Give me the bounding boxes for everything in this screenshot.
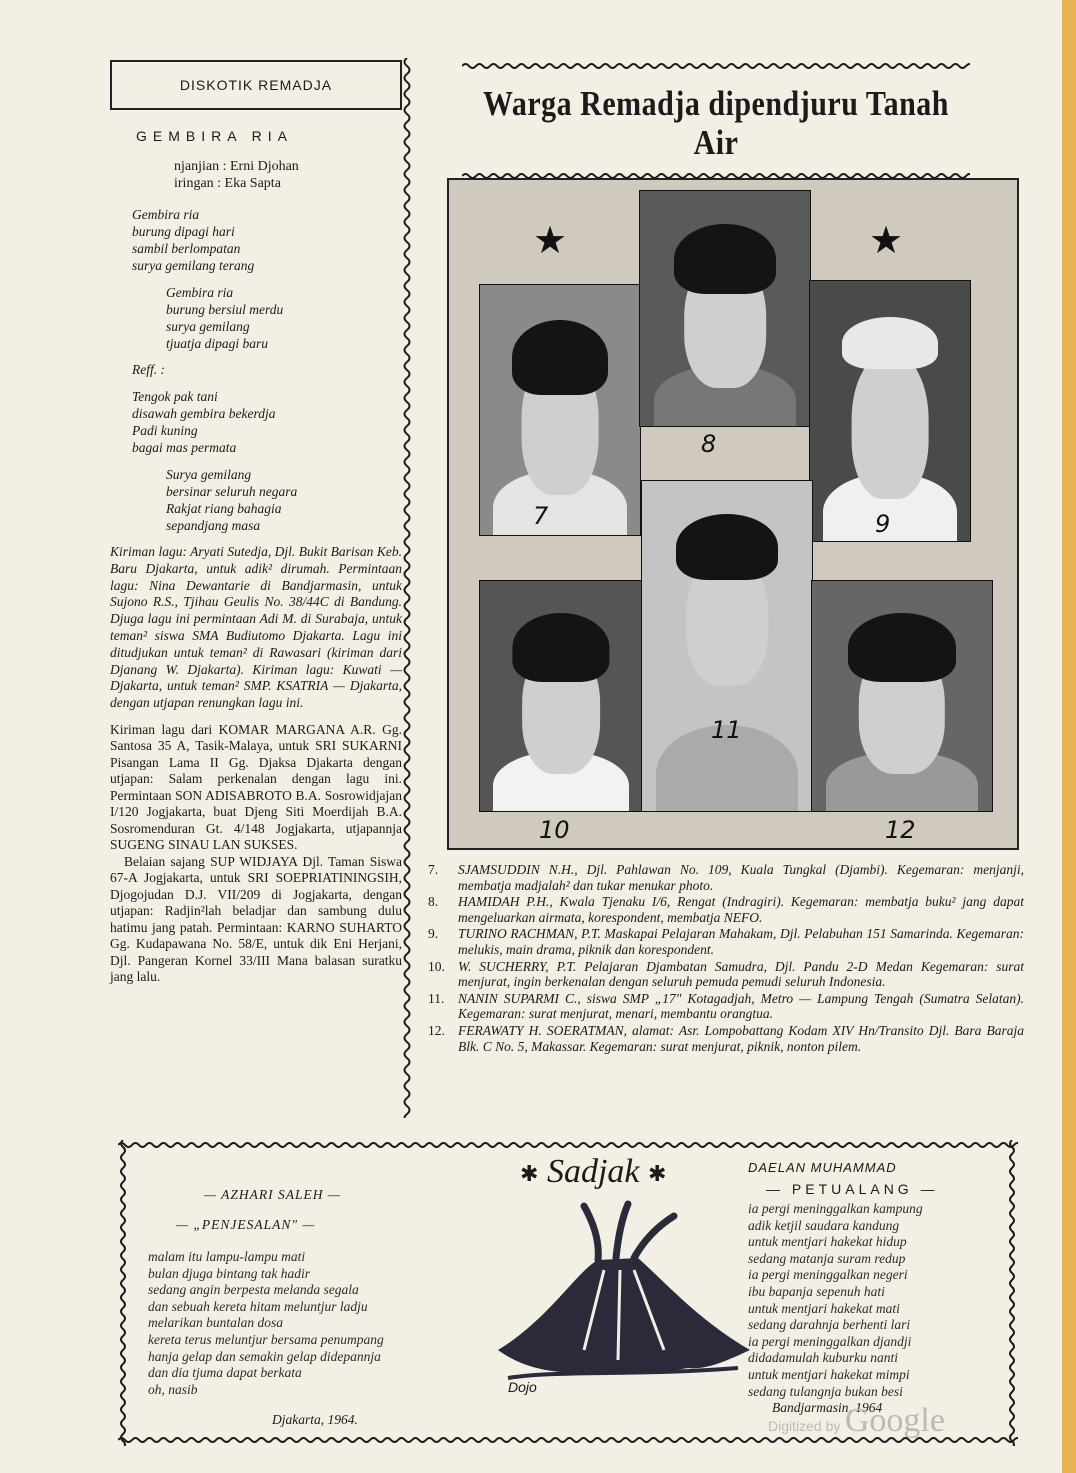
photo-number: 7 [533, 502, 549, 530]
entry-text: SJAMSUDDIN N.H., Djl. Pahlawan No. 109, Kuala Tungkal (Djambi). Kegemaran: menjanji, membatja madjalah² dan tukar menukar photo. [458, 862, 1024, 893]
entry-text: NANIN SUPARMI C., siswa SMP „17" Kotagadjah, Metro — Lampung Tengah (Sumatra Selatan). Kegemaran: surat menjurat, menari, membantu orangtua. [458, 990, 1024, 1022]
song-title: GEMBIRA RIA [136, 128, 294, 144]
page-edge [1062, 0, 1076, 1473]
lyric-line: sepandjang masa [166, 518, 261, 533]
portrait-photo-12 [811, 580, 993, 812]
poem-place-date: Bandjarmasin, 1964 [772, 1400, 883, 1416]
photo-number: 8 [701, 430, 717, 458]
poem-place-date: Djakarta, 1964. [272, 1412, 358, 1428]
entry-item [428, 862, 1024, 893]
song-requests-italic: Kiriman lagu: Aryati Sutedja, Djl. Bukit Barisan Keb. Baru Djakarta, untuk adik² dirumah. Permintaan lagu: Nina Dewantarie di Bandjarmasin, untuk Sujono R.S., Tjihau Geulis No. 38/44C di Bandung. Djuga lagu ini permintaan Adi M. di Surabaja, untuk teman² siswa SMA Budiutomo Djakarta. Lagu ini ditudjukan untuk teman² di Rawasari (kiriman dari Djanang W. Djakarta). Kiriman lagu: Kuwati — Djakarta, untuk teman² SMP. KSATRIA — Djakarta, dengan utjapan renungkan lagu ini. [110, 544, 402, 711]
portrait-photo-11 [641, 480, 813, 812]
portrait-photo-10 [479, 580, 643, 812]
entry-text: TURINO RACHMAN, P.T. Maskapai Pelajaran Mahakam, Djl. Pelabuhan 151 Samarinda. Kegemaran: melukis, main drama, piknik dan korespondent. [458, 926, 1024, 957]
sadjak-heading [520, 1153, 666, 1191]
poem-line: bulan djuga bintang tak hadir [148, 1265, 310, 1281]
photo-number: 12 [885, 816, 916, 844]
poem-line: hanja gelap dan semakin gelap didepannja [148, 1348, 381, 1364]
poem-line: untuk mentjari hakekat hidup [748, 1234, 907, 1250]
entry-text: W. SUCHERRY, P.T. Pelajaran Djambatan Samudra, Djl. Pandu 2-D Medan Kegemaran: surat menjurat, ingin berkenalan dengan seluruh pemuda pemudi seluruh Indonesia. [458, 958, 1024, 990]
photo-board [447, 178, 1019, 850]
belaian-paragraph: Belaian sajang SUP WIDJAYA Djl. Taman Siswa 67-A Jogjakarta, untuk SRI SOEPRIATININGSIH, Djogojudan D.J. VII/209 di Jogjakarta, dengan utjapan: Radjin²lah beladjar dan sambung dulu hatimu jang patah. Permintaan: KARNO SUHARTO Gg. Kudapawana No. 58/E, untuk dik Eni Herjani, Djl. Pangeran Kornel 33/III Mana balasan suratku jang lalu. [110, 853, 402, 985]
sadjak-title: Sadjak [546, 1153, 640, 1190]
lyric-line: burung bersiul merdu [166, 302, 284, 317]
entry-number: 9. [428, 926, 439, 942]
poem-penjesalan [148, 1187, 478, 1428]
poem-line: sedang matanja suram redup [748, 1250, 906, 1266]
illustrator-signature: Dojo [508, 1379, 537, 1395]
lyric-line: surya gemilang [166, 319, 250, 334]
lyric-line: surya gemilang terang [132, 258, 255, 273]
verse-4 [166, 466, 402, 534]
poem-line: sedang tulangnja bukan besi [748, 1383, 903, 1399]
poem-line: ia pergi meninggalkan kampung [748, 1201, 923, 1216]
reff-label: Reff. : [132, 362, 165, 377]
entry-number: 8. [428, 894, 439, 910]
title-wavy-rule-top [462, 61, 970, 71]
entry-number: 10. [428, 958, 445, 974]
watermark-logo: Google [844, 1402, 945, 1439]
watermark-text: Digitized by [768, 1418, 841, 1434]
poem-author: — AZHARI SALEH — [204, 1187, 341, 1202]
poem-line: kereta terus meluntjur bersama penumpang [148, 1331, 384, 1347]
poem-line: ia pergi meninggalkan djandji [748, 1333, 912, 1349]
feature-title-block [462, 58, 970, 186]
poem-line: didadamulah kuburku nanti [748, 1350, 898, 1366]
poem-line: adik ketjil saudara kandung [748, 1217, 900, 1233]
star-icon: ★ [533, 220, 568, 262]
portrait-photo-9 [809, 280, 971, 542]
poem-line: ibu bapanja sepenuh hati [748, 1283, 885, 1299]
poem-line: dan sebuah kereta hitam meluntjur ladju [148, 1298, 368, 1314]
entry-text: HAMIDAH P.H., Kwala Tjenaku I/6, Rengat (Indragiri). Kegemaran: membatja buku² jang dapat mengeluarkan airmata, korespondent, membatja NEFO. [458, 894, 1024, 925]
poem-line: dan dia tjuma dapat berkata [148, 1365, 302, 1381]
volcano-illustration [488, 1200, 758, 1396]
entry-item [428, 959, 1024, 990]
column-divider-wavy [398, 58, 416, 1118]
entry-number: 11. [428, 990, 445, 1006]
poem-lines [148, 1249, 478, 1398]
poem-author: DAELAN MUHAMMAD [748, 1160, 897, 1175]
lyric-line: Rakjat riang bahagia [166, 501, 282, 516]
lyric-line: Surya gemilang [166, 467, 252, 482]
asterisk-icon: ✱ [647, 1161, 667, 1187]
entry-item [428, 894, 1024, 925]
lyric-line: sambil berlompatan [132, 241, 241, 256]
photo-number: 9 [875, 510, 891, 538]
lyric-line: tjuatja dipagi baru [166, 336, 269, 351]
poem-petualang [748, 1160, 1008, 1416]
poem-title: — „PENJESALAN" — [176, 1217, 316, 1232]
entry-text: FERAWATY H. SOERATMAN, alamat: Asr. Lompobattang Kodam XIV Hn/Transito Djl. Bara Baraja Blk. C No. 5, Makassar. Kegemaran: surat menjurat, piknik, nonton pilem. [458, 1022, 1024, 1054]
diskotik-header-box [110, 60, 402, 110]
poem-line: untuk mentjari hakekat mimpi [748, 1366, 910, 1382]
song-credits [174, 158, 402, 192]
photo-number: 10 [539, 816, 570, 844]
song-requests: Kiriman lagu dari KOMAR MARGANA A.R. Gg. Santosa 35 A, Tasik-Malaya, untuk SRI SUKARNI Pisangan Lama II Gg. Djaksa Djakarta dengan utjapan: Salam perkenalan dengan lagu ini. Permintaan SON ADISABROTO B.A. Sosrowidjajan I/120 Jogjakarta, buat Djeng Siti Moerdijah B.A. Sosromenduran Gt. 4/148 Jogjakarta, utjapannja SUGENG SINAU LAN SUKSES. [110, 721, 402, 853]
entry-number: 12. [428, 1022, 445, 1038]
poem-line: sedang darahnja berhenti lari [748, 1317, 911, 1333]
feature-title: Warga Remadja dipendjuru Tanah Air [483, 84, 949, 162]
poem-line: sedang angin berpesta melanda segala [148, 1282, 359, 1298]
lyric-line: Gembira ria [166, 285, 234, 300]
credit-line: iringan : Eka Sapta [174, 176, 281, 191]
poem-title: — PETUALANG — [766, 1181, 939, 1197]
asterisk-icon: ✱ [520, 1161, 539, 1187]
lyric-line: burung dipagi hari [132, 224, 235, 239]
entry-number: 7. [428, 862, 439, 877]
left-column [110, 60, 402, 986]
verse-1 [132, 206, 402, 274]
poem-line: melarikan buntalan dosa [148, 1315, 283, 1331]
lyric-line: Padi kuning [132, 423, 198, 438]
entry-item [428, 1023, 1024, 1054]
poem-lines [748, 1201, 1008, 1400]
lyric-line: disawah gembira bekerdja [132, 406, 276, 421]
credit-line: njanjian : Erni Djohan [174, 159, 299, 174]
poem-line: malam itu lampu-lampu mati [148, 1249, 306, 1264]
poem-line: oh, nasib [148, 1381, 198, 1397]
google-watermark [768, 1402, 945, 1440]
diskotik-title: DISKOTIK REMADJA [179, 77, 333, 93]
photo-number: 11 [711, 716, 742, 744]
verse-3 [132, 388, 402, 456]
poem-line: ia pergi meninggalkan negeri [748, 1267, 908, 1283]
portrait-photo-7 [479, 284, 641, 536]
member-entries [428, 862, 1024, 1055]
portrait-photo-8 [639, 190, 811, 427]
poem-line: untuk mentjari hakekat mati [748, 1300, 900, 1316]
star-icon: ★ [869, 220, 904, 262]
entry-item [428, 991, 1024, 1022]
verse-2 [166, 284, 402, 352]
lyric-line: bersinar seluruh negara [166, 484, 298, 499]
lyric-line: Tengok pak tani [132, 389, 218, 404]
lyric-line: bagai mas permata [132, 440, 237, 455]
lyric-line: Gembira ria [132, 207, 200, 222]
entry-item [428, 926, 1024, 957]
